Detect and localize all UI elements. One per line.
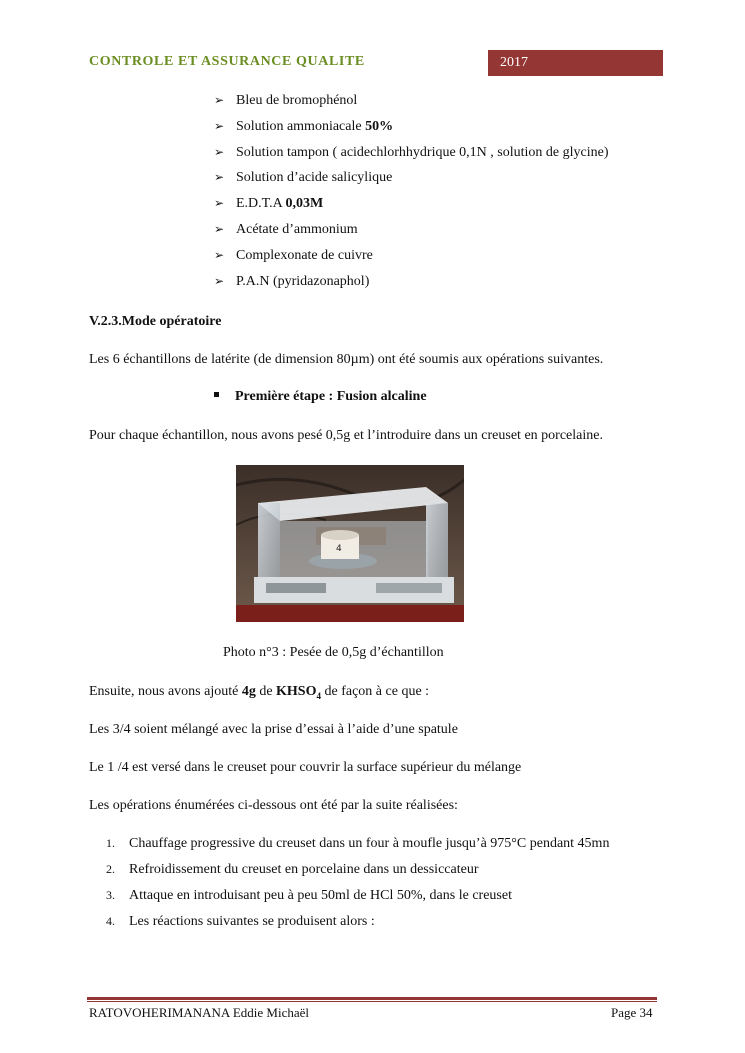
reagent-paragraph: Ensuite, nous avons ajouté 4g de $KHSO_4$ de façon à ce que : <box>89 684 430 701</box>
bullet-item: ➢ Bleu de bromophénol <box>214 93 358 108</box>
balance-photo-graphic <box>236 465 464 622</box>
arrow-bullet-icon: ➢ <box>214 170 225 184</box>
step-title: Première étape : Fusion alcaline <box>214 389 427 405</box>
bullet-item: ➢ Solution ammoniacale 50% <box>214 119 394 134</box>
bullet-item: ➢ P.A.N (pyridazonaphol) <box>214 274 370 289</box>
step-paragraph: Pour chaque échantillon, nous avons pesé 0,5g et l’introduire dans un creuset en porcelaine. <box>89 428 603 443</box>
bullet-item: ➢ E.D.T.A 0,03M <box>214 196 324 211</box>
numbered-item: 4. Les réactions suivantes se produisent alors : <box>106 914 375 929</box>
arrow-bullet-icon: ➢ <box>214 93 225 107</box>
numbered-item: 2. Refroidissement du creuset en porcelaine dans un dessiccateur <box>106 862 479 877</box>
footer-divider-thin <box>87 1001 657 1002</box>
photo-caption: Photo n°3 : Pesée de 0,5g d’échantillon <box>223 645 444 660</box>
operations-intro: Les opérations énumérées ci-dessous ont été par la suite réalisées: <box>89 798 458 813</box>
header-title: CONTROLE ET ASSURANCE QUALITE <box>89 54 365 69</box>
footer-page-number: Page 34 <box>611 1005 653 1020</box>
balance-photo <box>236 465 464 622</box>
footer-divider <box>87 997 657 1000</box>
one-quarter-paragraph: Le 1 /4 est versé dans le creuset pour couvrir la surface supérieur du mélange <box>89 760 522 775</box>
bullet-item: ➢ Complexonate de cuivre <box>214 248 373 263</box>
bullet-item: ➢ Solution tampon ( acidechlorhhydrique 0,1N , solution de glycine) <box>214 145 609 160</box>
arrow-bullet-icon: ➢ <box>214 196 225 210</box>
arrow-bullet-icon: ➢ <box>214 274 225 288</box>
numbered-item: 3. Attaque en introduisant peu à peu 50ml de HCl 50%, dans le creuset <box>106 888 512 903</box>
intro-paragraph: Les 6 échantillons de latérite (de dimension 80µm) ont été soumis aux opérations suivantes. <box>89 352 604 367</box>
section-title: V.2.3.Mode opératoire <box>89 314 222 329</box>
arrow-bullet-icon: ➢ <box>214 119 225 133</box>
footer-author: RATOVOHERIMANANA Eddie Michaël <box>89 1005 310 1020</box>
three-quarter-paragraph: Les 3/4 soient mélangé avec la prise d’essai à l’aide d’une spatule <box>89 722 458 737</box>
arrow-bullet-icon: ➢ <box>214 222 225 236</box>
bullet-item: ➢ Solution d’acide salicylique <box>214 170 393 185</box>
arrow-bullet-icon: ➢ <box>214 248 225 262</box>
svg-text:4: 4 <box>336 544 342 554</box>
numbered-item: 1. Chauffage progressive du creuset dans un four à moufle jusqu’à 975°C pendant 45mn <box>106 836 610 851</box>
bullet-item: ➢ Acétate d’ammonium <box>214 222 358 237</box>
arrow-bullet-icon: ➢ <box>214 145 225 159</box>
header-year-badge: 2017 <box>488 50 663 76</box>
square-bullet-icon <box>214 392 219 397</box>
